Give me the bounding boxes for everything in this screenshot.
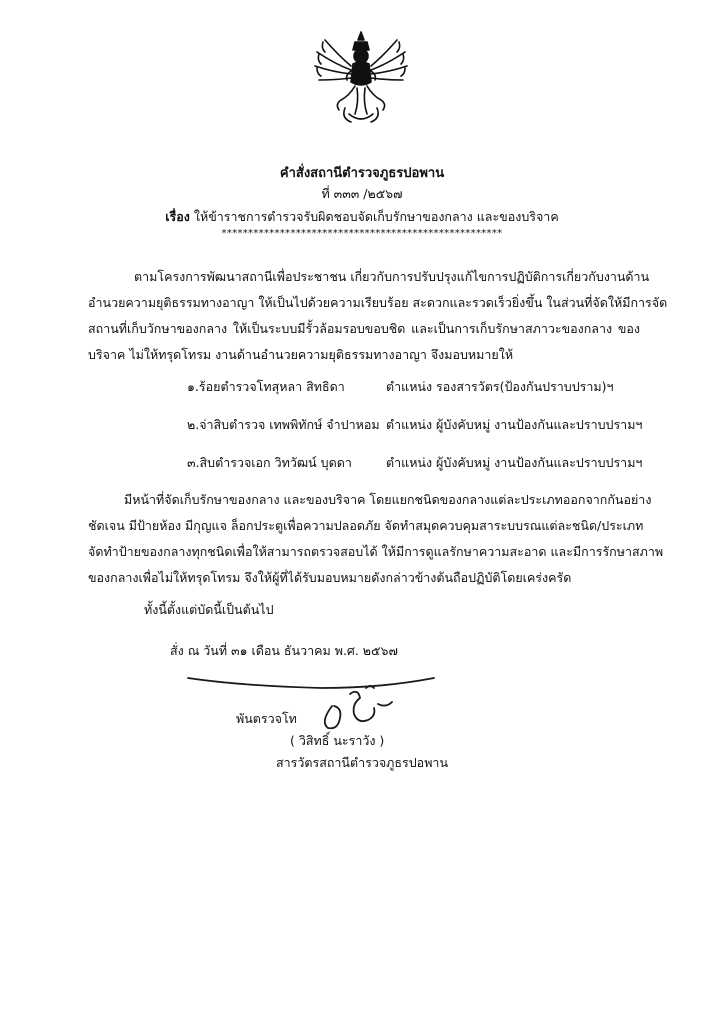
paragraph2-line: มีหน้าที่จัดเก็บรักษาของกลาง และของบริจาค โดยแยกชนิดของกลางแต่ละประเภทออกจากกันอย่าง	[124, 492, 652, 507]
garuda-emblem-icon	[311, 30, 411, 126]
signer-rank: พันตรวจโท	[236, 711, 297, 726]
separator-line: *****************************************************	[221, 228, 503, 239]
signer-name: ( วิสิทธิ์ นะราวัง )	[290, 733, 385, 748]
signer-position: สารวัตรสถานีตำรวจภูธรปอพาน	[276, 755, 448, 770]
assignee-name: ๑.ร้อยตำรวจโทสุหลา สิทธิดา	[187, 379, 345, 394]
document-subject	[0, 207, 724, 227]
paragraph1-line: ตามโครงการพัฒนาสถานีเพื่อประชาชน เกี่ยวกับการปรับปรุงแก้ไขการปฏิบัติการเกี่ยวกับงานด้าน	[134, 269, 650, 284]
subject-label: เรื่อง	[165, 209, 190, 224]
paragraph2-line: ของกลางเพื่อไม่ให้ทรุดโทรม จึงให้ผู้ที่ได้รับมอบหมายดังกล่าวข้างต้นถือปฏิบัติโดยเคร่งครัด	[88, 570, 572, 585]
assignee-name: ๓.สิบตำรวจเอก วิทวัฒน์ บุดดา	[187, 455, 352, 470]
assignee-position: ตำแหน่ง รองสารวัตร(ป้องกันปราบปราม)ฯ	[386, 379, 614, 394]
document-title: คำสั่งสถานีตำรวจภูธรปอพาน	[279, 166, 445, 181]
document-number: ที่ ๓๓๓ /๒๕๖๗	[321, 186, 403, 201]
paragraph2-line: ชัดเจน มีป้ายห้อง มีกุญแจ ล็อกประตูเพื่อความปลอดภัย จัดทำสมุดควบคุมสาระบบรณแต่ละชนิด/ประเภท	[88, 518, 644, 533]
subject-text: ให้ข้าราชการตำรวจรับผิดชอบจัดเก็บรักษาของกลาง และของบริจาค	[193, 209, 559, 224]
order-date: สั่ง ณ วันที่ ๓๑ เดือน ธันวาคม พ.ศ. ๒๕๖๗	[170, 643, 398, 658]
assignee-name: ๒.จ่าสิบตำรวจ เทพพิทักษ์ จำปาหอม	[187, 417, 380, 432]
paragraph2-line: จัดทำป้ายของกลางทุกชนิดเพื่อให้สามารถตรวจสอบได้ ให้มีการดูแลรักษาความสะอาด และมีการรักษาสภาพ	[88, 544, 664, 559]
paragraph1-line: สถานที่เก็บวักษาของกลาง ให้เป็นระบบมีรั้วล้อมรอบขอบชิด และเป็นการเก็บรักษาสภาวะของกลาง ของ	[88, 321, 640, 336]
paragraph1-line: อำนวยความยุติธรรมทางอาญา ให้เป็นไปด้วยความเรียบร้อย สะดวกและรวดเร็วยิ่งขึ้น ในส่วนที่จัดให้มีการจัด	[88, 295, 668, 310]
handwritten-signature	[182, 664, 442, 736]
assignee-position: ตำแหน่ง ผู้บังคับหมู่ งานป้องกันและปราบปรามฯ	[386, 417, 643, 432]
effective-statement: ทั้งนี้ตั้งแต่บัดนี้เป็นต้นไป	[144, 602, 274, 617]
assignee-position: ตำแหน่ง ผู้บังคับหมู่ งานป้องกันและปราบปรามฯ	[386, 455, 643, 470]
paragraph1-line: บริจาค ไม่ให้ทรุดโทรม งานด้านอำนวยความยุติธรรมทางอาญา จึงมอบหมายให้	[88, 347, 514, 362]
